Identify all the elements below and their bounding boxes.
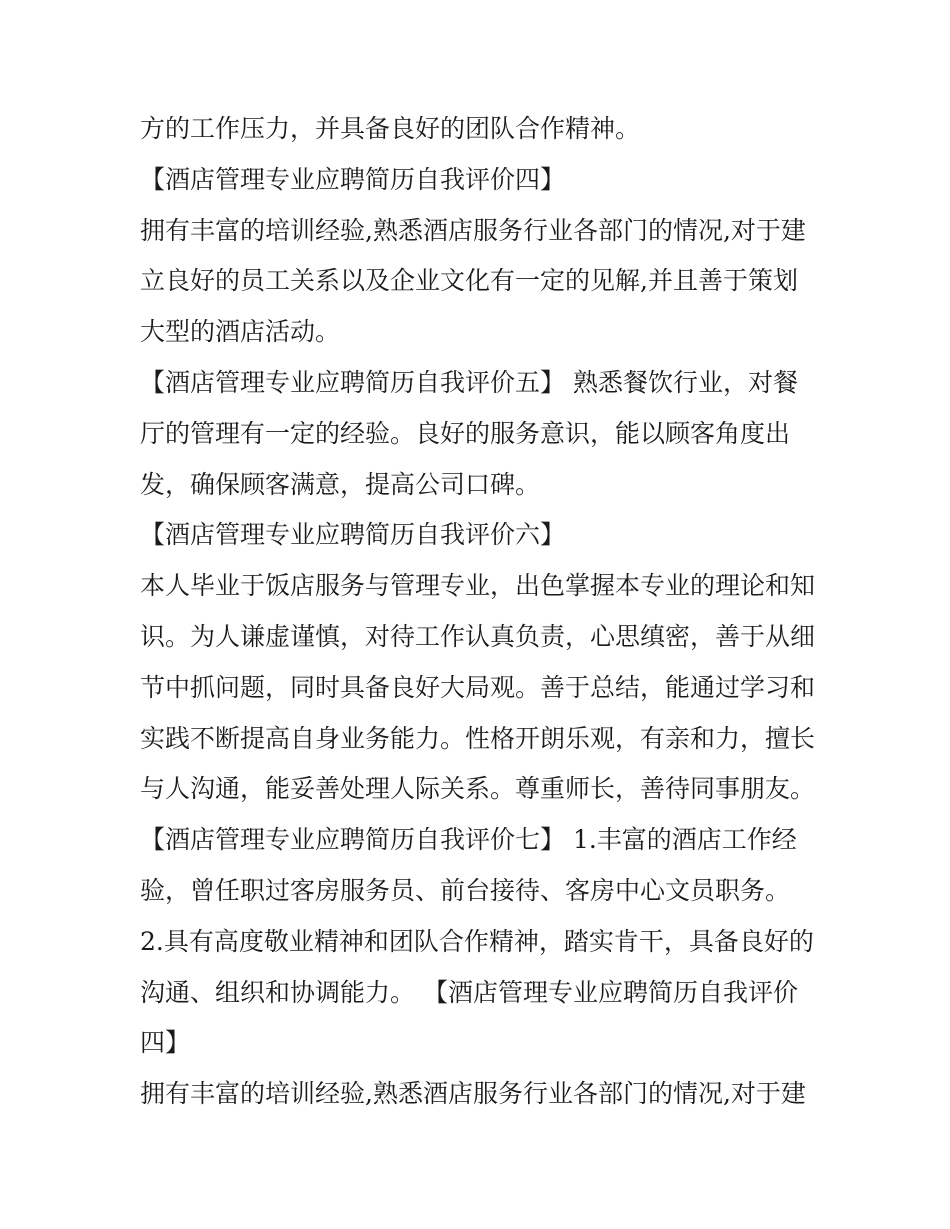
text-line: 沟通、组织和协调能力。 【酒店管理专业应聘简历自我评价 — [140, 977, 798, 1007]
text-line: 节中抓问题，同时具备良好大局观。善于总结，能通过学习和 — [140, 672, 816, 702]
text-line: 拥有丰富的培训经验,熟悉酒店服务行业各部门的情况,对于建 — [140, 1079, 806, 1109]
text-line: 立良好的员工关系以及企业文化有一定的见解,并且善于策划 — [140, 266, 798, 296]
text-line: 发，确保顾客满意，提高公司口碑。 — [140, 469, 541, 499]
text-line: 验，曾任职过客房服务员、前台接待、客房中心文员职务。 — [140, 875, 791, 905]
section-heading: 【酒店管理专业应聘简历自我评价七】 1.丰富的酒店工作经 — [140, 825, 797, 855]
text-line: 2.具有高度敬业精神和团队合作精神，踏实肯干，具备良好的 — [140, 926, 814, 956]
text-line: 厅的管理有一定的经验。良好的服务意识，能以顾客角度出 — [140, 418, 791, 448]
text-line: 四】 — [140, 1028, 191, 1058]
text-line: 拥有丰富的培训经验,熟悉酒店服务行业各部门的情况,对于建 — [140, 215, 806, 245]
text-line: 实践不断提高自身业务能力。性格开朗乐观，有亲和力，擅长 — [140, 723, 816, 753]
text-line: 识。为人谦虚谨慎，对待工作认真负责，心思缜密，善于从细 — [140, 621, 816, 651]
text-line: 本人毕业于饭店服务与管理专业，出色掌握本专业的理论和知 — [140, 571, 816, 601]
section-heading: 【酒店管理专业应聘简历自我评价四】 — [140, 164, 566, 194]
text-line: 大型的酒店活动。 — [140, 317, 341, 347]
text-line: 方的工作压力，并具备良好的团队合作精神。 — [140, 114, 641, 143]
body-text — [140, 104, 820, 1120]
text-line: 与人沟通，能妥善处理人际关系。尊重师长，善待同事朋友。 — [140, 774, 816, 804]
section-heading: 【酒店管理专业应聘简历自我评价五】 熟悉餐饮行业，对餐 — [140, 367, 798, 397]
section-heading: 【酒店管理专业应聘简历自我评价六】 — [140, 520, 566, 550]
